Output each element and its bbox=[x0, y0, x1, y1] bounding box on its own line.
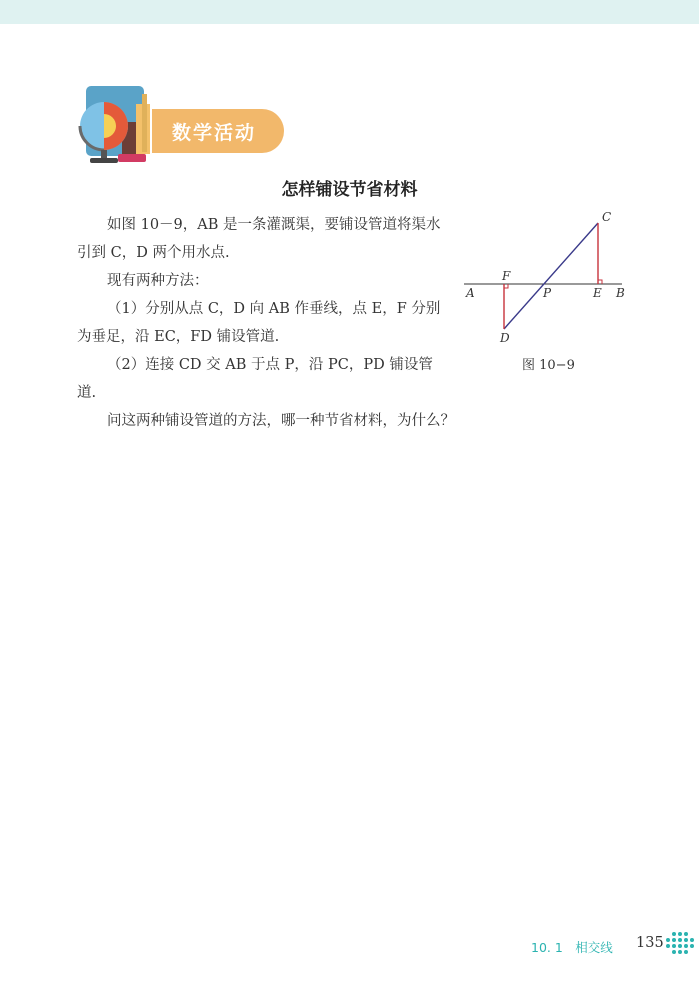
label-b: B bbox=[616, 286, 625, 300]
dot-grid-icon bbox=[662, 930, 696, 960]
paragraph-3: （1）分别从点 C，D 向 AB 作垂线，点 E，F 分别为垂足，沿 EC，FD 铺设管道. bbox=[77, 301, 441, 345]
globe-books-icon bbox=[74, 84, 164, 170]
label-f: F bbox=[502, 269, 511, 283]
label-a: A bbox=[466, 286, 475, 300]
label-d: D bbox=[500, 331, 510, 345]
line-cd bbox=[504, 223, 598, 329]
label-p: P bbox=[543, 286, 552, 300]
label-e: E bbox=[593, 286, 602, 300]
footer-section-title: 10. 1 相交线 bbox=[531, 940, 613, 955]
figure-10-9 bbox=[460, 205, 630, 355]
page-number: 135 bbox=[636, 935, 664, 951]
paragraph-2: 现有两种方法： bbox=[107, 273, 209, 289]
paragraph-1: 如图 10－9，AB 是一条灌溉渠，要铺设管道将渠水引到 C，D 两个用水点. bbox=[77, 217, 441, 261]
paragraph-5: 问这两种铺设管道的方法，哪一种节省材料，为什么？ bbox=[107, 413, 455, 429]
figure-caption: 图 10−9 bbox=[522, 358, 575, 373]
top-band bbox=[0, 0, 699, 24]
page-title: 怎样铺设节省材料 bbox=[281, 180, 418, 200]
label-c: C bbox=[602, 210, 612, 224]
paragraph-4: （2）连接 CD 交 AB 于点 P，沿 PC，PD 铺设管道. bbox=[77, 357, 433, 401]
banner-label: 数学活动 bbox=[172, 122, 257, 144]
section-banner bbox=[74, 84, 289, 170]
